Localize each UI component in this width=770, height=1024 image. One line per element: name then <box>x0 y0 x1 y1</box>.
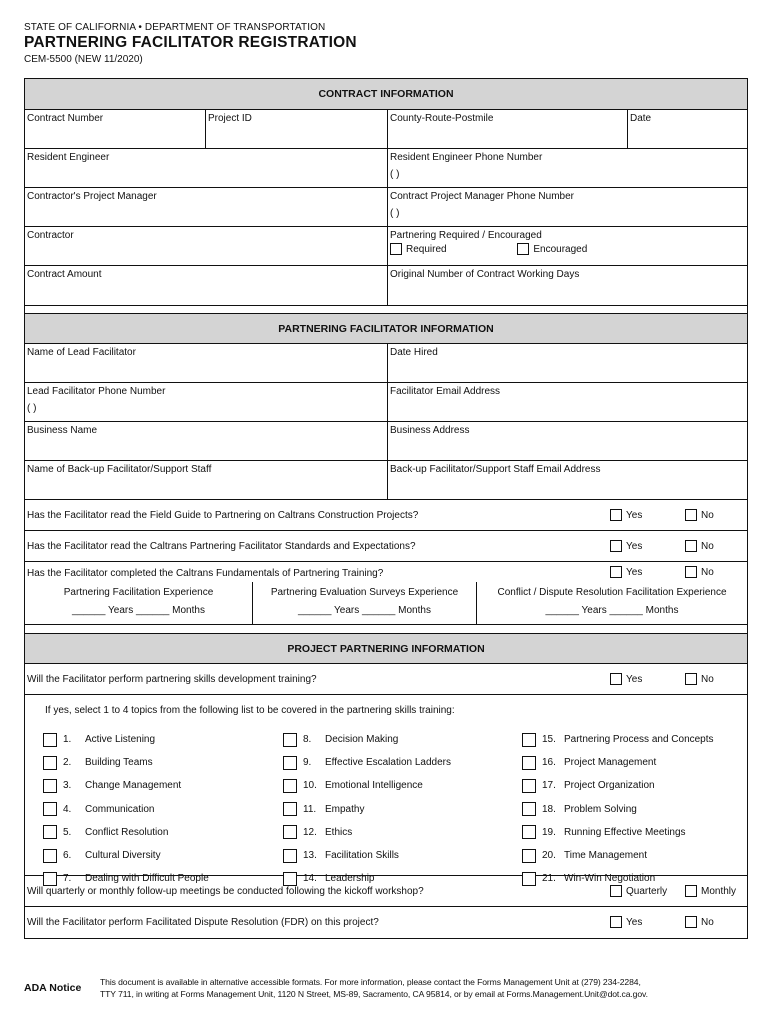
facilitation-years-months: ______ Years ______ Months <box>72 605 205 616</box>
fundamentals-no-checkbox[interactable] <box>685 566 697 578</box>
business-name-label: Business Name <box>27 425 98 436</box>
topic-number: 17. <box>542 780 556 792</box>
topic-checkbox[interactable] <box>283 756 297 770</box>
topics-column-3 <box>522 728 714 890</box>
encouraged-option[interactable] <box>517 243 587 255</box>
working-days-field[interactable] <box>388 266 747 305</box>
ada-notice-label: ADA Notice <box>24 982 82 994</box>
county-route-label: County-Route-Postmile <box>390 113 494 124</box>
topic-checkbox[interactable] <box>283 802 297 816</box>
conflict-resolution-experience-field[interactable] <box>477 582 747 624</box>
conflict-resolution-label: Conflict / Dispute Resolution Facilitation Experience <box>497 587 727 598</box>
question-followup-text: Will quarterly or monthly follow-up meetings be conducted following the kickoff workshop? <box>27 885 424 897</box>
topic-label: Cultural Diversity <box>85 850 161 862</box>
topic-number: 8. <box>303 734 312 746</box>
no-label: No <box>701 509 714 521</box>
required-label: Required <box>406 243 447 255</box>
field-guide-no-checkbox[interactable] <box>685 509 697 521</box>
experience-row <box>25 582 747 625</box>
question-standards-text: Has the Facilitator read the Caltrans Partnering Facilitator Standards and Expectations? <box>27 540 416 552</box>
partnering-required-field <box>388 227 747 265</box>
topic-item[interactable] <box>522 728 714 751</box>
topic-label: Empathy <box>325 803 365 815</box>
topic-number: 16. <box>542 757 556 769</box>
yes-label: Yes <box>626 509 643 521</box>
backup-email-field[interactable] <box>388 461 747 499</box>
business-name-field[interactable] <box>25 422 388 460</box>
topic-item[interactable] <box>283 751 451 774</box>
lead-phone-parens: ( ) <box>27 403 37 414</box>
no-label: No <box>701 540 714 552</box>
contract-row-4 <box>25 227 747 266</box>
topic-number: 18. <box>542 803 556 815</box>
topic-number: 20. <box>542 850 556 862</box>
topic-label: Decision Making <box>325 734 399 746</box>
question-training <box>25 664 747 695</box>
standards-yes-option[interactable] <box>610 540 642 552</box>
topic-label: Problem Solving <box>564 803 637 815</box>
backup-email-label: Back-up Facilitator/Support Staff Email Address <box>390 464 601 475</box>
contract-number-field[interactable] <box>25 110 206 148</box>
fundamentals-yes-checkbox[interactable] <box>610 566 622 578</box>
lead-phone-field[interactable] <box>25 383 388 421</box>
facilitator-row-3 <box>25 422 747 461</box>
field-guide-no-option[interactable] <box>685 509 714 521</box>
fdr-yes-checkbox[interactable] <box>610 916 622 928</box>
topic-item[interactable] <box>43 774 209 797</box>
lead-facilitator-name-field[interactable] <box>25 344 388 382</box>
required-option[interactable] <box>390 243 447 255</box>
encouraged-checkbox[interactable] <box>517 243 529 255</box>
topic-item[interactable] <box>522 774 714 797</box>
topic-number: 11. <box>303 803 317 815</box>
partnering-required-label: Partnering Required / Encouraged <box>390 230 542 241</box>
field-guide-yes-checkbox[interactable] <box>610 509 622 521</box>
topic-label: Running Effective Meetings <box>564 826 686 838</box>
quarterly-option[interactable] <box>610 885 667 897</box>
re-phone-field[interactable] <box>388 149 747 187</box>
question-field-guide-text: Has the Facilitator read the Field Guide to Partnering on Caltrans Construction Projects? <box>27 509 419 521</box>
yes-label: Yes <box>626 916 643 928</box>
topics-intro: If yes, select 1 to 4 topics from the following list to be covered in the partnering skills training: <box>45 705 455 716</box>
yes-label: Yes <box>626 566 643 578</box>
topic-item[interactable] <box>522 821 714 844</box>
form-header <box>24 22 748 65</box>
resident-engineer-label: Resident Engineer <box>27 152 110 163</box>
fdr-no-checkbox[interactable] <box>685 916 697 928</box>
facilitation-experience-field[interactable] <box>25 582 253 624</box>
topic-label: Change Management <box>85 780 182 792</box>
fdr-yes-option[interactable] <box>610 916 642 928</box>
partnering-options <box>390 243 745 258</box>
monthly-checkbox[interactable] <box>685 885 697 897</box>
ada-notice-text <box>100 976 648 1000</box>
topic-checkbox[interactable] <box>283 849 297 863</box>
project-id-field[interactable] <box>206 110 388 148</box>
topic-number: 5. <box>63 826 72 838</box>
question-standards <box>25 531 747 562</box>
working-days-label: Original Number of Contract Working Days <box>390 269 580 280</box>
date-field[interactable] <box>628 110 747 148</box>
contract-info-heading: CONTRACT INFORMATION <box>25 79 747 110</box>
resident-engineer-field[interactable] <box>25 149 388 187</box>
topic-checkbox[interactable] <box>43 825 57 839</box>
contract-row-5 <box>25 266 747 305</box>
training-no-option[interactable] <box>685 673 714 685</box>
cpm-phone-label: Contract Project Manager Phone Number <box>390 191 574 202</box>
topic-checkbox[interactable] <box>522 825 536 839</box>
topic-label: Effective Escalation Ladders <box>325 757 452 769</box>
topic-number: 12. <box>303 826 317 838</box>
topic-number: 7. <box>63 873 72 885</box>
topic-number: 4. <box>63 803 72 815</box>
yes-label: Yes <box>626 673 643 685</box>
contract-row-2 <box>25 149 747 188</box>
quarterly-checkbox[interactable] <box>610 885 622 897</box>
topic-label: Building Teams <box>85 757 153 769</box>
topic-label: Communication <box>85 803 155 815</box>
re-phone-label: Resident Engineer Phone Number <box>390 152 543 163</box>
no-label: No <box>701 566 714 578</box>
no-label: No <box>701 673 714 685</box>
topic-item[interactable] <box>283 798 451 821</box>
fdr-no-option[interactable] <box>685 916 714 928</box>
topic-label: Conflict Resolution <box>85 826 169 838</box>
facilitator-info-heading: PARTNERING FACILITATOR INFORMATION <box>25 313 747 344</box>
topic-number: 15. <box>542 734 556 746</box>
backup-name-label: Name of Back-up Facilitator/Support Staff <box>27 464 212 475</box>
facilitator-row-1 <box>25 344 747 383</box>
contract-row-1 <box>25 110 747 149</box>
contractor-label: Contractor <box>27 230 74 241</box>
fundamentals-no-option[interactable] <box>685 566 714 578</box>
ada-notice <box>24 976 748 1000</box>
topic-label: Dealing with Difficult People <box>85 873 209 885</box>
topic-checkbox[interactable] <box>522 849 536 863</box>
topic-number: 14. <box>303 873 317 885</box>
question-fdr <box>25 907 747 938</box>
lead-phone-label: Lead Facilitator Phone Number <box>27 386 166 397</box>
fundamentals-yes-option[interactable] <box>610 566 642 578</box>
topic-checkbox[interactable] <box>43 849 57 863</box>
topic-number: 19. <box>542 826 556 838</box>
training-topics <box>25 695 747 885</box>
facilitator-row-2 <box>25 383 747 422</box>
topic-item[interactable] <box>522 844 714 867</box>
business-address-field[interactable] <box>388 422 747 460</box>
topic-checkbox[interactable] <box>522 779 536 793</box>
topic-number: 2. <box>63 757 72 769</box>
topic-item[interactable] <box>43 821 209 844</box>
facilitation-experience-label: Partnering Facilitation Experience <box>63 587 214 598</box>
evaluation-years-months: ______ Years ______ Months <box>298 605 431 616</box>
registration-form <box>24 78 748 939</box>
cpm-phone-field[interactable] <box>388 188 747 226</box>
topic-label: Leadership <box>325 873 375 885</box>
evaluation-surveys-experience-field[interactable] <box>253 582 477 624</box>
business-address-label: Business Address <box>390 425 470 436</box>
re-phone-parens: ( ) <box>390 169 400 180</box>
ada-line-2: TTY 711, in writing at Forms Management Unit, 1120 N Street, MS-89, Sacramento, CA 95814, or by email at Forms.Management.Unit@dot.ca.gov. <box>100 989 648 999</box>
contract-row-3 <box>25 188 747 227</box>
contractor-field[interactable] <box>25 227 388 265</box>
topics-column-2 <box>283 728 451 890</box>
training-yes-checkbox[interactable] <box>610 673 622 685</box>
monthly-label: Monthly <box>701 885 737 897</box>
facilitator-email-field[interactable] <box>388 383 747 421</box>
topic-item[interactable] <box>43 751 209 774</box>
question-field-guide <box>25 500 747 531</box>
backup-facilitator-field[interactable] <box>25 461 388 499</box>
topic-checkbox[interactable] <box>283 733 297 747</box>
topic-label: Win-Win Negotiation <box>564 873 656 885</box>
section-gap <box>25 625 747 633</box>
form-title: PARTNERING FACILITATOR REGISTRATION <box>24 34 357 51</box>
conflict-years-months: ______ Years ______ Months <box>545 605 679 616</box>
training-no-checkbox[interactable] <box>685 673 697 685</box>
date-hired-field[interactable] <box>388 344 747 382</box>
quarterly-label: Quarterly <box>626 885 668 897</box>
topic-checkbox[interactable] <box>283 825 297 839</box>
date-label: Date <box>630 113 652 124</box>
topic-checkbox[interactable] <box>522 802 536 816</box>
topic-checkbox[interactable] <box>43 733 57 747</box>
contractor-pm-field[interactable] <box>25 188 388 226</box>
evaluation-surveys-label: Partnering Evaluation Surveys Experience <box>270 587 459 598</box>
monthly-option[interactable] <box>685 885 736 897</box>
topic-checkbox[interactable] <box>43 779 57 793</box>
topic-number: 21. <box>542 873 556 885</box>
topic-number: 13. <box>303 850 317 862</box>
agency-name: STATE OF CALIFORNIA • DEPARTMENT OF TRANSPORTATION <box>24 22 326 33</box>
topic-label: Project Management <box>564 757 657 769</box>
contract-amount-label: Contract Amount <box>27 269 102 280</box>
contractor-pm-label: Contractor's Project Manager <box>27 191 157 202</box>
question-followup <box>25 876 747 907</box>
standards-no-option[interactable] <box>685 540 714 552</box>
yes-label: Yes <box>626 540 643 552</box>
topic-item[interactable] <box>283 728 451 751</box>
encouraged-label: Encouraged <box>533 243 588 255</box>
topic-checkbox[interactable] <box>43 802 57 816</box>
topic-checkbox[interactable] <box>522 756 536 770</box>
standards-no-checkbox[interactable] <box>685 540 697 552</box>
lead-name-label: Name of Lead Facilitator <box>27 347 136 358</box>
question-fdr-text: Will the Facilitator perform Facilitated Dispute Resolution (FDR) on this project? <box>27 917 379 928</box>
date-hired-label: Date Hired <box>390 347 438 358</box>
question-fundamentals <box>25 562 747 582</box>
facilitator-email-label: Facilitator Email Address <box>390 386 501 397</box>
project-info-heading: PROJECT PARTNERING INFORMATION <box>25 633 747 664</box>
required-checkbox[interactable] <box>390 243 402 255</box>
topic-number: 1. <box>63 734 72 746</box>
topic-item[interactable] <box>283 774 451 797</box>
topic-item[interactable] <box>522 798 714 821</box>
topic-label: Partnering Process and Concepts <box>564 734 714 746</box>
question-training-text: Will the Facilitator perform partnering skills development training? <box>27 673 317 685</box>
topic-checkbox[interactable] <box>283 779 297 793</box>
no-label: No <box>701 916 714 928</box>
facilitator-row-4 <box>25 461 747 500</box>
topic-label: Facilitation Skills <box>325 850 399 862</box>
topic-number: 10. <box>303 780 317 792</box>
topic-item[interactable] <box>283 821 451 844</box>
topic-item[interactable] <box>522 751 714 774</box>
topic-label: Ethics <box>325 826 353 838</box>
topic-checkbox[interactable] <box>522 733 536 747</box>
county-route-postmile-field[interactable] <box>388 110 628 148</box>
section-gap <box>25 305 747 313</box>
topic-item[interactable] <box>43 728 209 751</box>
topic-label: Time Management <box>564 850 647 862</box>
form-number: CEM-5500 (NEW 11/2020) <box>24 54 143 65</box>
standards-yes-checkbox[interactable] <box>610 540 622 552</box>
cpm-phone-parens: ( ) <box>390 208 400 219</box>
contract-number-label: Contract Number <box>27 113 104 124</box>
topic-number: 6. <box>63 850 72 862</box>
topic-number: 9. <box>303 757 312 769</box>
field-guide-yes-option[interactable] <box>610 509 642 521</box>
topics-column-1 <box>43 728 209 890</box>
ada-line-1: This document is available in alternative accessible formats. For more information, please contact the Forms Management Unit at (279) 234-2284, <box>100 977 641 987</box>
topic-item[interactable] <box>43 844 209 867</box>
training-yes-option[interactable] <box>610 673 642 685</box>
contract-amount-field[interactable] <box>25 266 388 305</box>
topic-item[interactable] <box>43 798 209 821</box>
topic-checkbox[interactable] <box>43 756 57 770</box>
topic-label: Project Organization <box>564 780 655 792</box>
topic-item[interactable] <box>283 844 451 867</box>
topic-label: Emotional Intelligence <box>325 780 423 792</box>
topic-number: 3. <box>63 780 72 792</box>
project-id-label: Project ID <box>208 113 252 124</box>
question-fundamentals-text: Has the Facilitator completed the Caltrans Fundamentals of Partnering Training? <box>27 567 384 579</box>
topic-label: Active Listening <box>85 734 156 746</box>
